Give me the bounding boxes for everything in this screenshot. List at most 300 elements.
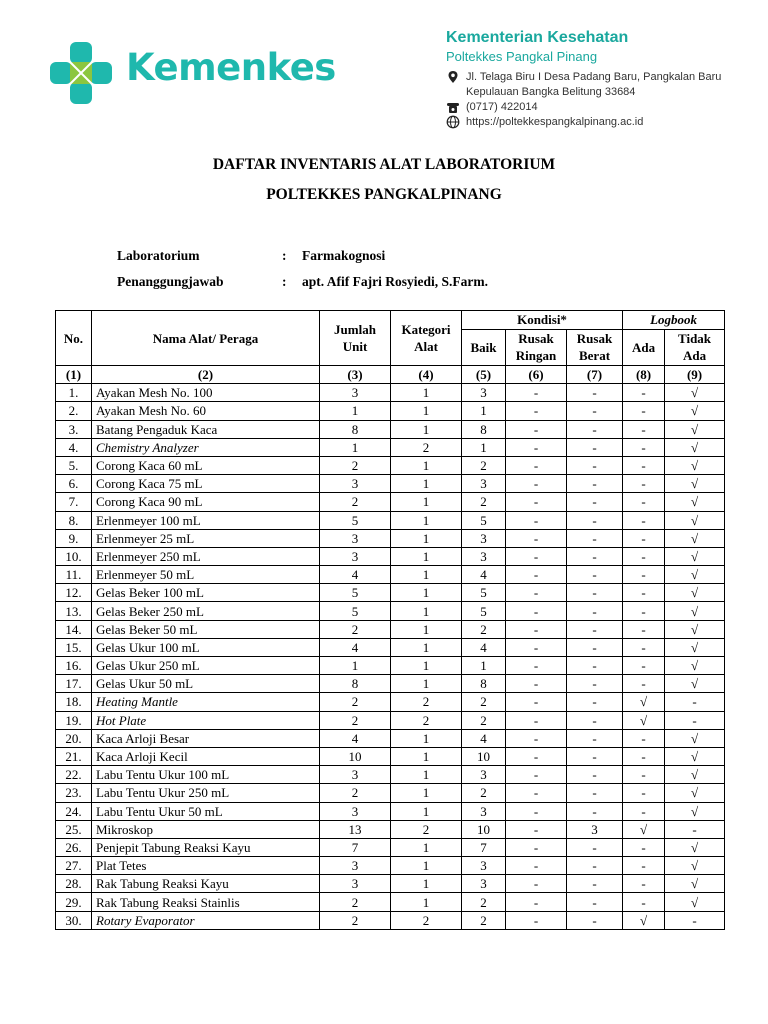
column-index-cell: (3) [320, 366, 391, 384]
cond-minor-damage: - [506, 620, 567, 638]
row-number: 26. [56, 838, 92, 856]
cond-major-damage: - [567, 456, 623, 474]
category: 1 [391, 384, 462, 402]
unit-count: 2 [320, 693, 391, 711]
cond-good: 2 [462, 456, 506, 474]
cond-good: 5 [462, 584, 506, 602]
unit-count: 4 [320, 566, 391, 584]
cond-major-damage: - [567, 620, 623, 638]
cond-good: 4 [462, 638, 506, 656]
institution-block [446, 28, 721, 130]
row-number: 20. [56, 729, 92, 747]
cond-minor-damage: - [506, 729, 567, 747]
unit-count: 3 [320, 475, 391, 493]
cond-good: 8 [462, 420, 506, 438]
item-name: Plat Tetes [92, 857, 320, 875]
cond-good: 4 [462, 566, 506, 584]
row-number: 19. [56, 711, 92, 729]
column-index-cell: (8) [623, 366, 665, 384]
logbook-yes: - [623, 566, 665, 584]
category: 1 [391, 620, 462, 638]
unit-count: 10 [320, 747, 391, 765]
row-number: 11. [56, 566, 92, 584]
address-line-2: Kepulauan Bangka Belitung 33684 [466, 86, 636, 98]
cond-good: 2 [462, 711, 506, 729]
unit-count: 7 [320, 838, 391, 856]
logbook-no: √ [665, 511, 725, 529]
cond-minor-damage: - [506, 766, 567, 784]
logbook-yes: - [623, 893, 665, 911]
unit-count: 13 [320, 820, 391, 838]
logbook-yes: - [623, 420, 665, 438]
row-number: 16. [56, 657, 92, 675]
phone-number: (0717) 422014 [466, 101, 538, 113]
unit-count: 5 [320, 511, 391, 529]
cond-minor-damage: - [506, 711, 567, 729]
row-number: 25. [56, 820, 92, 838]
header-logbook: Logbook [623, 311, 725, 330]
cond-minor-damage: - [506, 566, 567, 584]
cond-major-damage: - [567, 766, 623, 784]
logbook-no: √ [665, 384, 725, 402]
item-name: Rak Tabung Reaksi Kayu [92, 875, 320, 893]
cond-major-damage: - [567, 784, 623, 802]
logbook-yes: - [623, 657, 665, 675]
logbook-no: - [665, 711, 725, 729]
cond-major-damage: - [567, 657, 623, 675]
logbook-yes: √ [623, 711, 665, 729]
lab-colon: : [282, 248, 287, 263]
inventory-table [55, 310, 725, 930]
category: 1 [391, 784, 462, 802]
category: 1 [391, 493, 462, 511]
category: 2 [391, 711, 462, 729]
logbook-yes: - [623, 511, 665, 529]
logbook-yes: - [623, 456, 665, 474]
cond-major-damage: - [567, 857, 623, 875]
cond-major-damage: - [567, 384, 623, 402]
header-ada: Ada [623, 329, 665, 365]
cond-good: 3 [462, 802, 506, 820]
cond-minor-damage: - [506, 475, 567, 493]
header-rusak-ringan: Rusak Ringan [506, 329, 567, 365]
table-row [56, 620, 725, 638]
category: 1 [391, 657, 462, 675]
cond-major-damage: - [567, 402, 623, 420]
row-number: 14. [56, 620, 92, 638]
category: 2 [391, 911, 462, 929]
logbook-no: √ [665, 620, 725, 638]
cond-major-damage: - [567, 475, 623, 493]
category: 1 [391, 547, 462, 565]
cond-good: 3 [462, 766, 506, 784]
item-name: Penjepit Tabung Reaksi Kayu [92, 838, 320, 856]
category: 1 [391, 875, 462, 893]
cond-good: 2 [462, 893, 506, 911]
unit-count: 2 [320, 911, 391, 929]
logbook-no: √ [665, 566, 725, 584]
phone-line [446, 100, 721, 115]
cond-major-damage: - [567, 602, 623, 620]
table-row [56, 511, 725, 529]
item-name: Gelas Beker 50 mL [92, 620, 320, 638]
lab-label: Laboratorium [117, 248, 200, 263]
category: 1 [391, 766, 462, 784]
item-name: Labu Tentu Ukur 250 mL [92, 784, 320, 802]
cond-major-damage: - [567, 729, 623, 747]
logbook-no: √ [665, 675, 725, 693]
cond-major-damage: - [567, 747, 623, 765]
logbook-no: √ [665, 766, 725, 784]
cond-minor-damage: - [506, 511, 567, 529]
cond-good: 10 [462, 820, 506, 838]
table-row [56, 711, 725, 729]
unit-count: 1 [320, 402, 391, 420]
logbook-no: - [665, 911, 725, 929]
item-name: Kaca Arloji Besar [92, 729, 320, 747]
table-body [56, 366, 725, 930]
logbook-no: √ [665, 402, 725, 420]
cond-good: 2 [462, 911, 506, 929]
column-index-row [56, 366, 725, 384]
item-name: Rotary Evaporator [92, 911, 320, 929]
logbook-no: - [665, 820, 725, 838]
cond-minor-damage: - [506, 747, 567, 765]
table-row [56, 420, 725, 438]
logbook-no: √ [665, 529, 725, 547]
logbook-yes: - [623, 747, 665, 765]
row-number: 17. [56, 675, 92, 693]
cond-minor-damage: - [506, 675, 567, 693]
cond-good: 3 [462, 384, 506, 402]
cond-good: 3 [462, 475, 506, 493]
cond-major-damage: - [567, 493, 623, 511]
logbook-no: √ [665, 493, 725, 511]
unit-count: 2 [320, 620, 391, 638]
logbook-yes: - [623, 857, 665, 875]
unit-count: 3 [320, 384, 391, 402]
category: 2 [391, 693, 462, 711]
row-number: 22. [56, 766, 92, 784]
cond-good: 1 [462, 438, 506, 456]
cond-minor-damage: - [506, 438, 567, 456]
document-subtitle: POLTEKKES PANGKALPINANG [266, 186, 502, 203]
unit-count: 3 [320, 857, 391, 875]
item-name: Gelas Beker 250 mL [92, 602, 320, 620]
cond-major-damage: - [567, 547, 623, 565]
unit-count: 1 [320, 438, 391, 456]
address-line-1: Jl. Telaga Biru I Desa Padang Baru, Pangkalan Baru [466, 71, 722, 83]
cond-minor-damage: - [506, 802, 567, 820]
website-url[interactable]: https://poltekkespangkalpinang.ac.id [466, 116, 644, 128]
item-name: Corong Kaca 60 mL [92, 456, 320, 474]
table-row [56, 820, 725, 838]
unit-count: 2 [320, 784, 391, 802]
row-number: 23. [56, 784, 92, 802]
cond-minor-damage: - [506, 384, 567, 402]
pic-row [117, 269, 488, 295]
cond-good: 2 [462, 620, 506, 638]
logbook-no: √ [665, 475, 725, 493]
website-line [446, 115, 721, 130]
logbook-no: √ [665, 602, 725, 620]
logo-wordmark: Kemenkes [126, 46, 336, 89]
table-row [56, 675, 725, 693]
logbook-yes: - [623, 675, 665, 693]
table-row [56, 911, 725, 929]
cond-major-damage: - [567, 638, 623, 656]
cond-major-damage: - [567, 420, 623, 438]
table-header [56, 311, 725, 366]
logbook-no: √ [665, 420, 725, 438]
header-no: No. [56, 311, 92, 366]
cond-minor-damage: - [506, 911, 567, 929]
item-name: Erlenmeyer 50 mL [92, 566, 320, 584]
logbook-no: √ [665, 729, 725, 747]
document-title: DAFTAR INVENTARIS ALAT LABORATORIUM [212, 156, 556, 173]
institution-name: Kementerian Kesehatan [446, 29, 629, 46]
item-name: Corong Kaca 90 mL [92, 493, 320, 511]
cond-minor-damage: - [506, 875, 567, 893]
category: 1 [391, 638, 462, 656]
category: 1 [391, 511, 462, 529]
item-name: Batang Pengaduk Kaca [92, 420, 320, 438]
row-number: 6. [56, 475, 92, 493]
cond-minor-damage: - [506, 820, 567, 838]
item-name: Hot Plate [92, 711, 320, 729]
logbook-yes: - [623, 384, 665, 402]
cond-good: 5 [462, 511, 506, 529]
logbook-no: √ [665, 638, 725, 656]
logbook-no: √ [665, 857, 725, 875]
cond-minor-damage: - [506, 420, 567, 438]
unit-count: 5 [320, 584, 391, 602]
cond-good: 2 [462, 693, 506, 711]
row-number: 12. [56, 584, 92, 602]
logbook-yes: √ [623, 911, 665, 929]
table-row [56, 584, 725, 602]
row-number: 3. [56, 420, 92, 438]
category: 1 [391, 475, 462, 493]
row-number: 18. [56, 693, 92, 711]
logbook-yes: - [623, 493, 665, 511]
row-number: 7. [56, 493, 92, 511]
category: 1 [391, 602, 462, 620]
globe-icon [446, 115, 460, 129]
table-row [56, 456, 725, 474]
logbook-yes: √ [623, 693, 665, 711]
column-index-cell: (5) [462, 366, 506, 384]
phone-icon [446, 100, 460, 114]
logbook-no: - [665, 693, 725, 711]
category: 1 [391, 857, 462, 875]
unit-count: 8 [320, 675, 391, 693]
cond-major-damage: - [567, 438, 623, 456]
logbook-yes: - [623, 802, 665, 820]
category: 1 [391, 747, 462, 765]
row-number: 2. [56, 402, 92, 420]
cond-good: 8 [462, 675, 506, 693]
logbook-yes: - [623, 475, 665, 493]
cond-good: 7 [462, 838, 506, 856]
category: 1 [391, 802, 462, 820]
column-index-cell: (7) [567, 366, 623, 384]
category: 1 [391, 893, 462, 911]
category: 1 [391, 729, 462, 747]
unit-count: 3 [320, 802, 391, 820]
item-name: Labu Tentu Ukur 50 mL [92, 802, 320, 820]
table-row [56, 857, 725, 875]
cond-good: 1 [462, 402, 506, 420]
cond-major-damage: - [567, 693, 623, 711]
category: 1 [391, 420, 462, 438]
header-baik: Baik [462, 329, 506, 365]
table-row [56, 602, 725, 620]
logbook-yes: - [623, 638, 665, 656]
item-name: Kaca Arloji Kecil [92, 747, 320, 765]
table-row [56, 438, 725, 456]
cond-major-damage: - [567, 875, 623, 893]
category: 1 [391, 566, 462, 584]
location-pin-icon [446, 70, 460, 84]
lab-value: Farmakognosi [302, 248, 386, 263]
cond-major-damage: - [567, 911, 623, 929]
lab-info [117, 243, 488, 295]
category: 1 [391, 529, 462, 547]
cond-good: 10 [462, 747, 506, 765]
table-row [56, 475, 725, 493]
cond-minor-damage: - [506, 693, 567, 711]
cond-major-damage: - [567, 893, 623, 911]
cond-minor-damage: - [506, 547, 567, 565]
unit-count: 2 [320, 893, 391, 911]
cond-minor-damage: - [506, 402, 567, 420]
logbook-yes: - [623, 529, 665, 547]
item-name: Labu Tentu Ukur 100 mL [92, 766, 320, 784]
cond-major-damage: - [567, 838, 623, 856]
row-number: 15. [56, 638, 92, 656]
header-qty: Jumlah Unit [320, 311, 391, 366]
cond-minor-damage: - [506, 857, 567, 875]
logbook-no: √ [665, 802, 725, 820]
cond-minor-damage: - [506, 602, 567, 620]
cond-minor-damage: - [506, 657, 567, 675]
pic-colon: : [282, 274, 287, 289]
header-tidak-ada: Tidak Ada [665, 329, 725, 365]
unit-count: 4 [320, 729, 391, 747]
logbook-no: √ [665, 784, 725, 802]
row-number: 8. [56, 511, 92, 529]
category: 1 [391, 584, 462, 602]
logbook-yes: √ [623, 820, 665, 838]
column-index-cell: (4) [391, 366, 462, 384]
column-index-cell: (6) [506, 366, 567, 384]
unit-count: 3 [320, 529, 391, 547]
category: 2 [391, 438, 462, 456]
logbook-no: √ [665, 456, 725, 474]
pic-value: apt. Afif Fajri Rosyiedi, S.Farm. [302, 274, 488, 289]
cond-minor-damage: - [506, 838, 567, 856]
row-number: 13. [56, 602, 92, 620]
logbook-yes: - [623, 584, 665, 602]
unit-count: 1 [320, 657, 391, 675]
row-number: 28. [56, 875, 92, 893]
logbook-yes: - [623, 875, 665, 893]
item-name: Chemistry Analyzer [92, 438, 320, 456]
item-name: Gelas Beker 100 mL [92, 584, 320, 602]
unit-count: 5 [320, 602, 391, 620]
address-line [446, 70, 721, 85]
row-number: 24. [56, 802, 92, 820]
item-name: Erlenmeyer 100 mL [92, 511, 320, 529]
cond-minor-damage: - [506, 584, 567, 602]
table-row [56, 657, 725, 675]
row-number: 1. [56, 384, 92, 402]
header-kondisi: Kondisi* [462, 311, 623, 330]
item-name: Mikroskop [92, 820, 320, 838]
logbook-yes: - [623, 620, 665, 638]
cond-major-damage: - [567, 529, 623, 547]
cond-minor-damage: - [506, 893, 567, 911]
table-row [56, 729, 725, 747]
unit-count: 2 [320, 711, 391, 729]
cond-good: 3 [462, 529, 506, 547]
column-index-cell: (2) [92, 366, 320, 384]
cond-good: 2 [462, 784, 506, 802]
item-name: Ayakan Mesh No. 60 [92, 402, 320, 420]
logbook-yes: - [623, 838, 665, 856]
category: 1 [391, 402, 462, 420]
logbook-no: √ [665, 657, 725, 675]
row-number: 10. [56, 547, 92, 565]
table-row [56, 384, 725, 402]
letterhead [0, 0, 768, 145]
unit-count: 4 [320, 638, 391, 656]
category: 1 [391, 456, 462, 474]
item-name: Gelas Ukur 250 mL [92, 657, 320, 675]
item-name: Corong Kaca 75 mL [92, 475, 320, 493]
row-number: 30. [56, 911, 92, 929]
cond-good: 3 [462, 857, 506, 875]
cond-minor-damage: - [506, 456, 567, 474]
cond-good: 3 [462, 875, 506, 893]
unit-count: 8 [320, 420, 391, 438]
header-name: Nama Alat/ Peraga [92, 311, 320, 366]
table-row [56, 875, 725, 893]
item-name: Heating Mantle [92, 693, 320, 711]
institution-sub: Poltekkes Pangkal Pinang [446, 49, 598, 64]
logbook-yes: - [623, 602, 665, 620]
cond-minor-damage: - [506, 493, 567, 511]
logbook-no: √ [665, 438, 725, 456]
cond-good: 2 [462, 493, 506, 511]
table-row [56, 566, 725, 584]
table-row [56, 747, 725, 765]
table-row [56, 893, 725, 911]
row-number: 27. [56, 857, 92, 875]
header-rusak-berat: Rusak Berat [567, 329, 623, 365]
category: 1 [391, 838, 462, 856]
logbook-yes: - [623, 729, 665, 747]
table-row [56, 493, 725, 511]
unit-count: 2 [320, 456, 391, 474]
table-row [56, 529, 725, 547]
table-row [56, 766, 725, 784]
logbook-yes: - [623, 438, 665, 456]
cond-major-damage: - [567, 566, 623, 584]
cond-major-damage: - [567, 711, 623, 729]
cond-major-damage: - [567, 584, 623, 602]
